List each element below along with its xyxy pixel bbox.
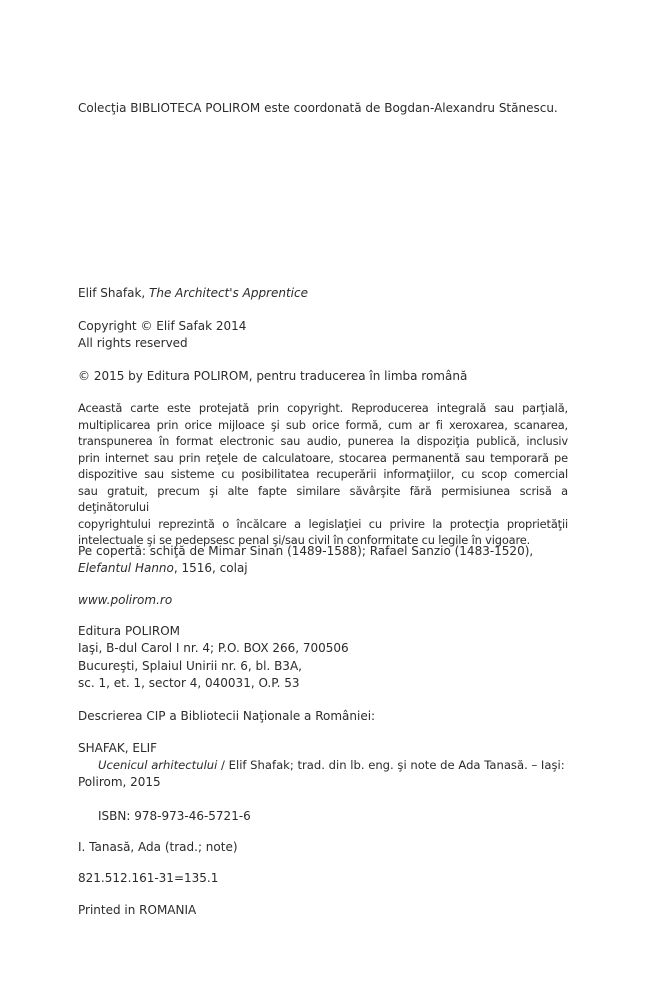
original-title-line <box>78 285 308 302</box>
rights-line: All rights reserved <box>78 336 188 351</box>
translation-copyright: © 2015 by Editura POLIROM, pentru traducerea în limba română <box>78 369 468 383</box>
cover-credit-line: Pe copertă: schiţă de Mimar Sinan (1489-1588); Rafael Sanzio (1483-1520), <box>78 544 534 558</box>
original-author: Elif Shafak, <box>78 286 146 300</box>
publisher-name: Editura POLIROM <box>78 624 180 638</box>
cip-record <box>78 740 568 792</box>
legal-line: multiplicarea prin orice mijloace şi sub orice formă, cum ar fi xeroxarea, scanarea, <box>78 417 568 432</box>
legal-line: Această carte este protejată prin copyright. Reproducerea integrală sau parţială, <box>78 401 568 415</box>
legal-line: sau gratuit, precum şi alte fapte similare săvârşite fără permisiunea scrisă a deţinătorului <box>78 483 568 515</box>
cover-credit <box>78 543 568 578</box>
cip-title: Ucenicul arhitectului <box>98 758 218 773</box>
publisher-website[interactable]: www.polirom.ro <box>78 593 173 607</box>
cip-heading: Descrierea CIP a Bibliotecii Naţionale a României: <box>78 709 376 723</box>
cip-title-line: Ucenicul arhitectului / Elif Shafak; trad. din lb. eng. şi note de Ada Tanasă. – Iaşi: <box>98 758 565 773</box>
legal-line: prin internet sau prin reţele de calculatoare, stocarea permanentă sau temporară pe <box>78 450 568 465</box>
cip-translator: I. Tanasă, Ada (trad.; note) <box>78 840 238 854</box>
series-note: Colecţia BIBLIOTECA POLIROM este coordonată de Bogdan-Alexandru Stănescu. <box>78 101 558 115</box>
cip-publisher-year: Polirom, 2015 <box>78 775 161 790</box>
original-title: The Architect's Apprentice <box>149 286 308 300</box>
address-line: Bucureşti, Splaiul Unirii nr. 6, bl. B3A, <box>78 658 302 673</box>
cover-credit-line-2: Elefantul Hanno, 1516, colaj <box>78 561 248 576</box>
copyright-line: Copyright © Elif Safak 2014 <box>78 319 247 333</box>
legal-line: dispozitive sau sisteme cu posibilitatea recuperării informaţiilor, cu scop comercial <box>78 467 568 482</box>
cover-artwork-title: Elefantul Hanno <box>78 561 174 576</box>
address-line: Iaşi, B-dul Carol I nr. 4; P.O. BOX 266, 700506 <box>78 641 349 656</box>
legal-line: transpunerea în format electronic sau audio, punerea la dispoziţia publică, inclusiv <box>78 434 568 449</box>
legal-line: intelectuale şi se pedepsesc penal şi/sau civil în conformitate cu legile în vigoare. <box>78 533 531 548</box>
printed-in: Printed in ROMANIA <box>78 903 197 917</box>
legal-notice <box>78 400 568 549</box>
copyright-block <box>78 318 568 353</box>
isbn: ISBN: 978-973-46-5721-6 <box>98 809 251 823</box>
cip-author: SHAFAK, ELIF <box>78 741 158 755</box>
publisher-address <box>78 623 568 693</box>
cip-classification: 821.512.161-31=135.1 <box>78 871 219 885</box>
legal-line: copyrightului reprezintă o încălcare a legislaţiei cu privire la protecţia proprietăţii <box>78 516 568 531</box>
address-line: sc. 1, et. 1, sector 4, 040031, O.P. 53 <box>78 676 300 691</box>
